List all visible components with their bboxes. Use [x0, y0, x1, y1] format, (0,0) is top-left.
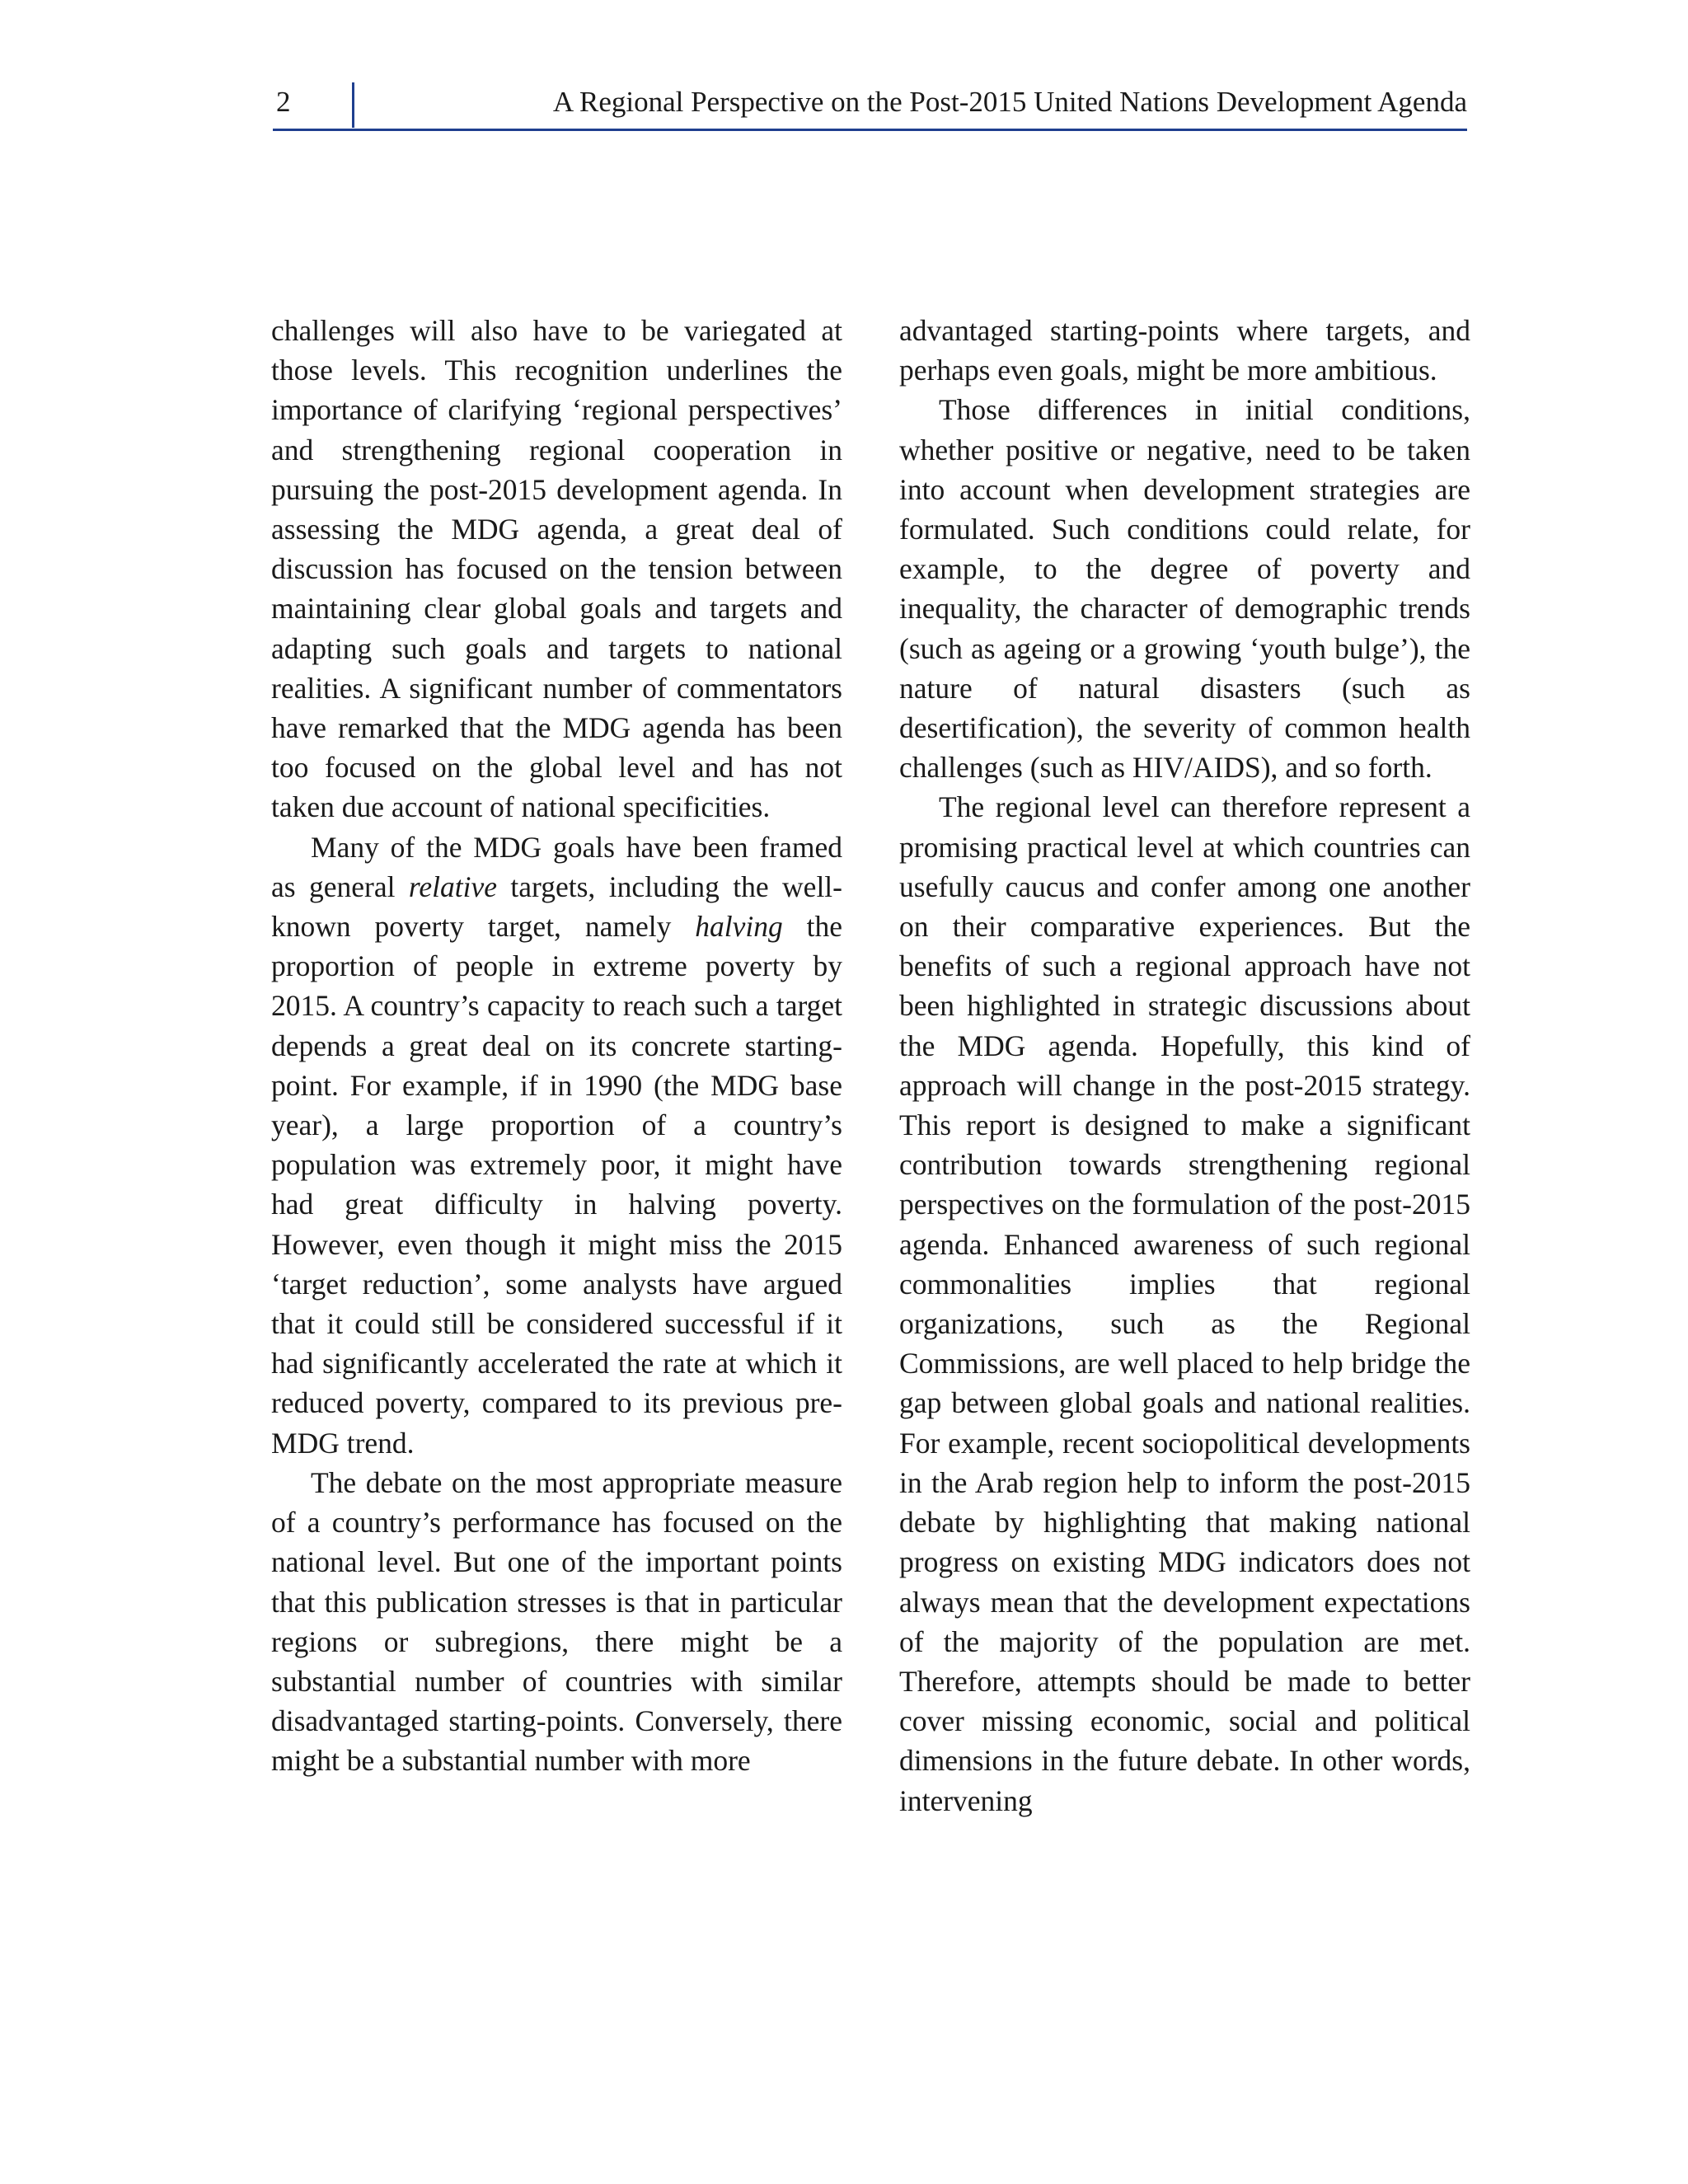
- paragraph-text: Many of the MDG goals have been framed as general: [271, 830, 842, 903]
- emphasis-relative: relative: [408, 869, 497, 903]
- paragraph-continued: advantaged starting-points where targets, and perhaps even goals, might be more ambitious.: [899, 314, 1470, 387]
- paragraph-continued: challenges will also have to be variegated at those levels. This recognition underlines the importance of clarifying ‘regional perspectives’ and strengthening regional cooperation in pursuing the post-2015 development agenda. In assessing the MDG agenda, a great deal of discussion has focused on the tension between maintaining clear global goals and targets and adapting such goals and targets to national realities. A significant number of commentators have remarked that the MDG agenda has been too focused on the global level and has not taken due account of national specificities.: [271, 314, 842, 824]
- running-title: A Regional Perspective on the Post-2015 United Nations Development Agenda: [552, 86, 1467, 118]
- right-column: [899, 311, 1470, 1821]
- emphasis-halving: halving: [695, 910, 783, 944]
- paragraph-regional-level: The regional level can therefore represent a promising practical level at which countries can usefully caucus and confer among one another on their comparative experiences. But the benefits of such a regional approach have not been highlighted in strategic discussions about the MDG agenda. Hopefully, this kind of approach will change in the post-2015 strategy. This report is designed to make a significant contribution towards strengthening regional perspectives on the formulation of the post-2015 agenda. Enhanced awareness of such regional commonalities implies that regional organizations, such as the Regional Commissions, are well placed to help bridge the gap between global goals and national realities. For example, recent sociopolitical developments in the Arab region help to inform the post-2015 debate by highlighting that making national progress on existing MDG indicators does not always mean that the development expectations of the majority of the population are met. Therefore, attempts should be made to better cover missing economic, social and political dimensions in the future debate. In other words, intervening: [899, 790, 1470, 1817]
- paragraph-text: targets, including the well-known poverty target, namely: [271, 869, 842, 944]
- header-divider: [352, 82, 354, 128]
- running-header: [273, 82, 1467, 131]
- left-column: [271, 311, 842, 1781]
- page-number: 2: [276, 86, 291, 118]
- paragraph-mdg-goals: [271, 827, 842, 1463]
- paragraph-debate: The debate on the most appropriate measure of a country’s performance has focused on the national level. But one of the important points that this publication stresses is that in particular regions or subregions, there might be a substantial number of countries with similar disadvantaged starting-points. Conversely, there might be a substantial number with more: [271, 1465, 842, 1778]
- paragraph-text: the proportion of people in extreme poverty by 2015. A country’s capacity to reach such a target depends a great deal on its concrete starting-point. For example, if in 1990 (the MDG base year), a large proportion of a country’s population was extremely poor, it might have had great difficulty in halving poverty. However, even though it might miss the 2015 ‘target reduction’, some analysts have argued that it could still be considered successful if it had significantly accelerated the rate at which it reduced poverty, compared to its previous pre-MDG trend.: [271, 910, 842, 1460]
- paragraph-initial-conditions: Those differences in initial conditions, whether positive or negative, need to be taken into account when development strategies are formulated. Such conditions could relate, for example, to the degree of poverty and inequality, the character of demographic trends (such as ageing or a growing ‘youth bulge’), the nature of natural disasters (such as desertification), the severity of common health challenges (such as HIV/AIDS), and so forth.: [899, 393, 1470, 785]
